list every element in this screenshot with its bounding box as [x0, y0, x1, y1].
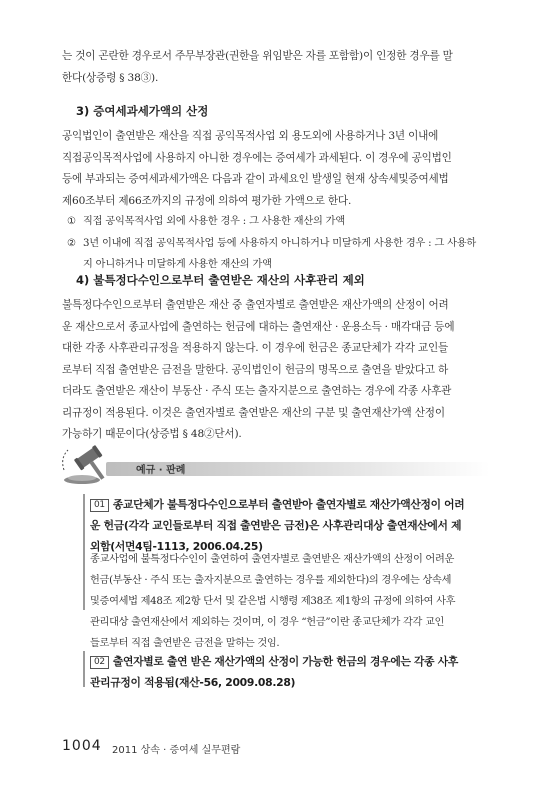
body-line: 종교사업에 불특정다수인이 출연하여 출연자별로 출연받은 재산가액의 산정이 어려운	[90, 554, 455, 565]
ruling-1-badge: 01	[90, 499, 109, 512]
title-line: 외함(서면4팀-1113, 2006.04.25)	[90, 540, 263, 553]
list-number: ②	[67, 238, 76, 249]
ruling-1-title	[90, 494, 490, 557]
body-line: 및증여세법 제48조 제2항 단서 및 같은법 시행령 제38조 제1항의 규정에 의하여 사후	[90, 596, 456, 607]
title-line: 운 헌금(각각 교인들로부터 직접 출연받은 금전)은 사후관리대상 출연재산에서 제	[90, 519, 462, 532]
section-3-heading: 3) 증여세과세가액의 산정	[76, 104, 209, 118]
ruling-2-badge: 02	[90, 656, 109, 669]
body-line: 헌금(부동산 · 주식 또는 출자지분으로 출연하는 경우를 제외한다)의 경우에는 상속세	[90, 575, 452, 586]
intro-line: 는 것이 곤란한 경우로서 주무부장관(권한을 위임받은 자를 포함함)이 인정한 경우를 말	[62, 50, 453, 62]
section-4-heading: 4) 불특정다수인으로부터 출연받은 재산의 사후관리 제외	[76, 273, 365, 287]
list-text: 직접 공익목적사업 외에 사용한 경우 : 그 사용한 재산의 가액	[83, 216, 345, 227]
page-number: 1004	[62, 738, 102, 754]
intro-line: 한다(상증령 § 38③).	[62, 71, 159, 84]
list-text: 3년 이내에 직접 공익목적사업 등에 사용하지 아니하거나 미달하게 사용한 경우 : 그 사용하	[83, 238, 477, 249]
title-line: 종교단체가 불특정다수인으로부터 출연받아 출연자별로 재산가액산정이 어려	[112, 498, 465, 511]
paragraph-line: 운 재산으로서 종교사업에 출연하는 헌금에 대하는 출연재산 · 운용소득 · 매각대금 등에	[62, 320, 455, 333]
list-item-1	[67, 211, 488, 232]
body-line: 관리대상 출연재산에서 제외하는 것이며, 이 경우 “헌금”이란 종교단체가 각각 교인	[90, 617, 445, 628]
ruling-1-rule	[83, 494, 85, 610]
paragraph-line: 불특정다수인으로부터 출연받은 재산 중 출연자별로 출연받은 재산가액의 산정이 어려	[62, 299, 449, 311]
intro-paragraph	[62, 46, 488, 89]
paragraph-line: 직접공익목적사업에 사용하지 아니한 경우에는 증여세가 과세된다. 이 경우에 공익법인	[62, 151, 452, 164]
ruling-2-title	[90, 651, 490, 693]
paragraph-line: 가능하기 때문이다(상증법 § 48②단서).	[62, 428, 242, 440]
title-line: 관리규정이 적용됨(재산-56, 2009.08.28)	[90, 676, 296, 689]
list-item-2	[67, 233, 488, 275]
body-line: 들로부터 직접 출연받은 금전을 말하는 것임.	[90, 638, 280, 649]
paragraph-line: 로부터 직접 출연받은 금전을 말한다. 공익법인이 헌금의 명목으로 출연을 받았다고 하	[62, 363, 449, 376]
list-number: ①	[67, 216, 76, 227]
list-text-continued: 지 아니하거나 미달하게 사용한 재산의 가액	[83, 259, 272, 270]
section-4-paragraph	[62, 295, 488, 446]
rulings-label: 예규 · 판례	[136, 465, 186, 476]
ruling-1-body	[90, 549, 488, 654]
paragraph-line: 더라도 출연받은 재산이 부동산 · 주식 또는 출자지분으로 출연하는 경우에 각종 사후관	[62, 385, 452, 397]
title-line: 출연자별로 출연 받은 재산가액의 산정이 가능한 헌금의 경우에는 각종 사후	[112, 655, 459, 668]
paragraph-line: 등에 부과되는 증여세과세가액은 다음과 같이 과세요인 발생일 현재 상속세및증여세법	[62, 173, 449, 185]
rulings-banner	[66, 452, 490, 482]
paragraph-line: 대한 각종 사후관리규정을 적용하지 않는다. 이 경우에 헌금은 종교단체가 각각 교인들	[62, 342, 449, 354]
section-3-paragraph	[62, 126, 488, 212]
gavel-icon	[60, 444, 120, 488]
paragraph-line: 제60조부터 제66조까지의 규정에 의하여 평가한 가액으로 한다.	[62, 194, 352, 207]
ruling-2-rule	[83, 651, 85, 687]
paragraph-line: 공익법인이 출연받은 재산을 직접 공익목적사업 외 용도외에 사용하거나 3년 이내에	[62, 130, 439, 142]
paragraph-line: 리규정이 적용된다. 이것은 출연자별로 출연받은 재산의 구분 및 출연재산가액 산정이	[62, 406, 445, 419]
book-title: 2011 상속 · 증여세 실무편람	[112, 745, 241, 756]
